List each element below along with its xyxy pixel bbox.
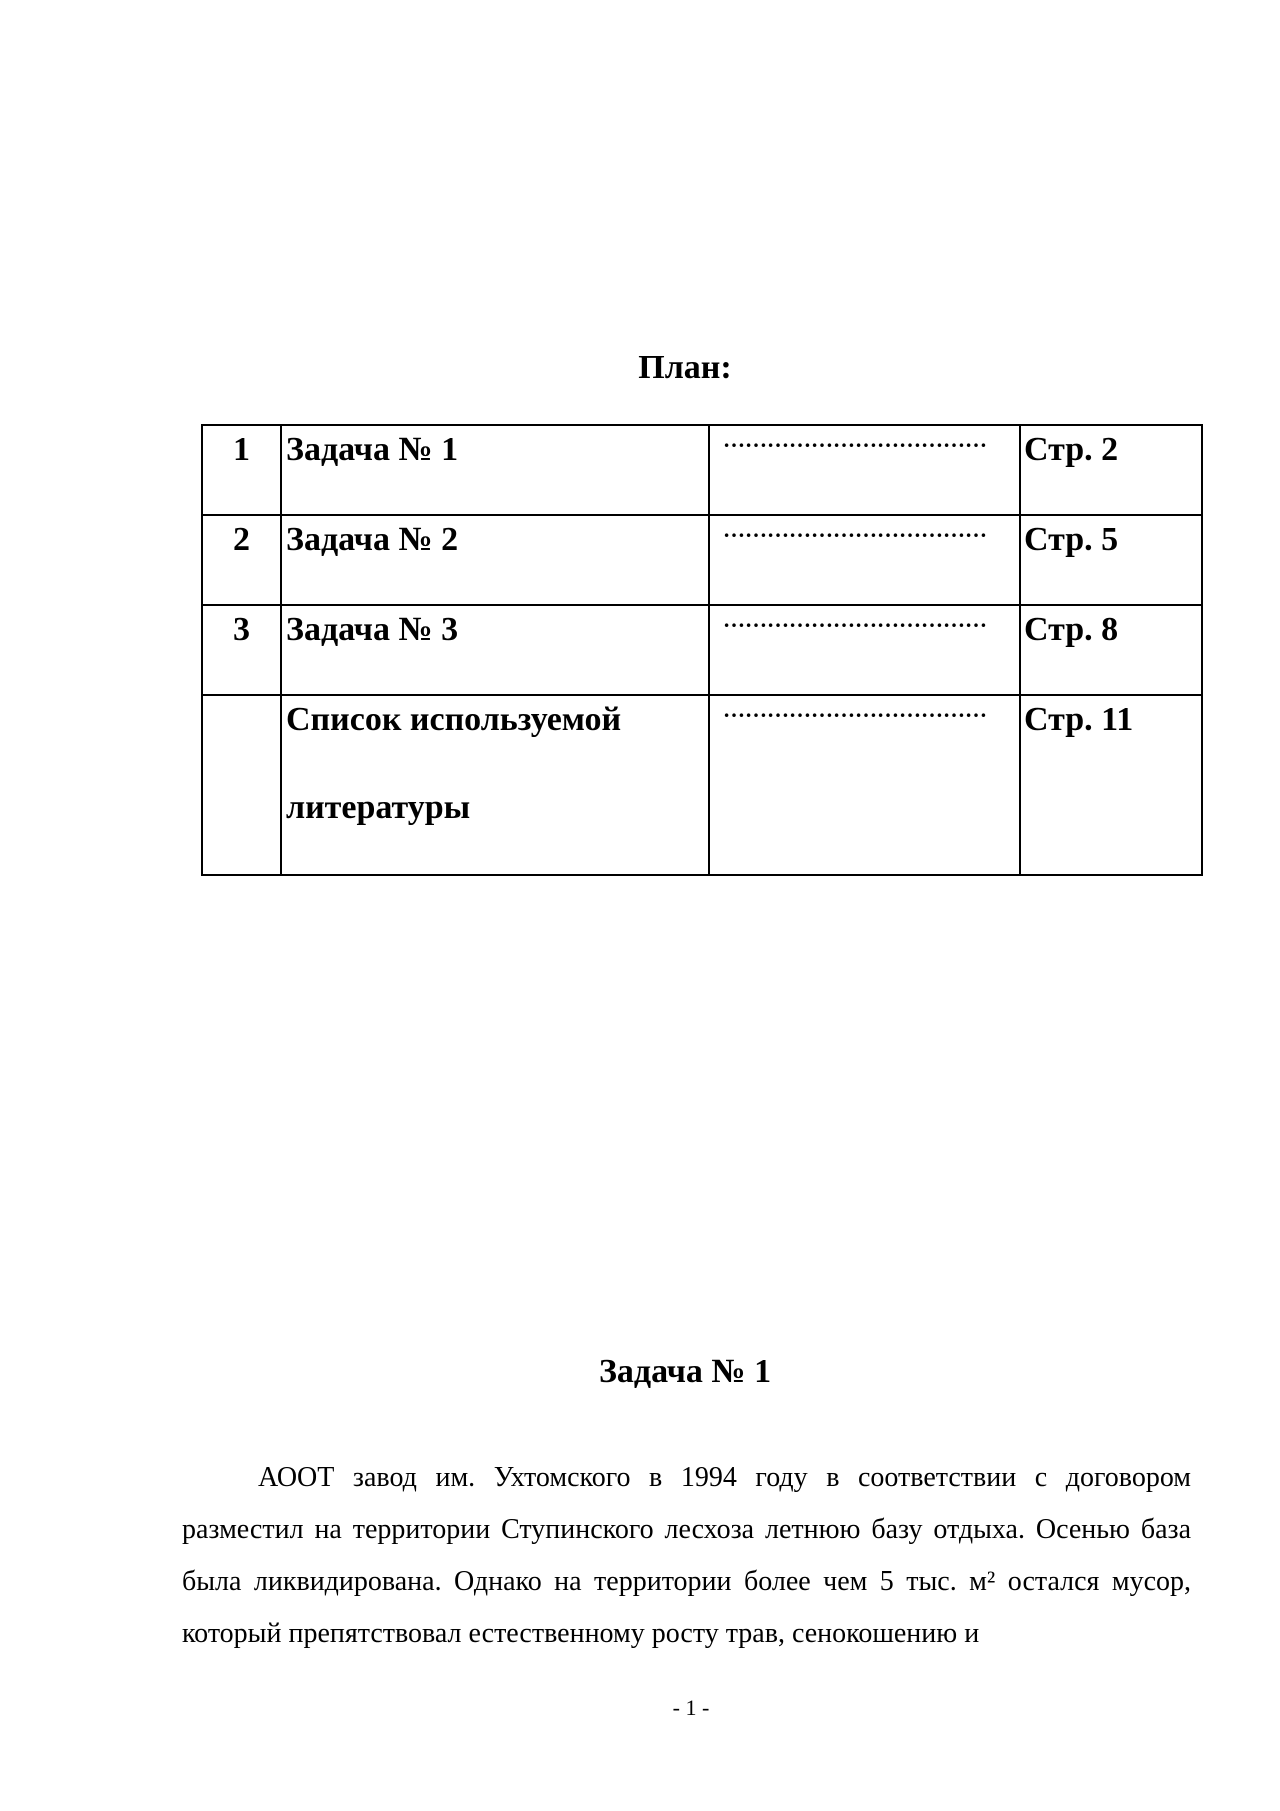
body-paragraph: АООТ завод им. Ухтомского в 1994 году в соответствии с договором разместил на территории Ступинского лесхоза летнюю базу отдыха. Осенью база была ликвидирована. Однако на территории более чем 5 тыс. м² остался мусор, который препятствовал естественному росту трав, сенокошению и — [182, 1462, 1191, 1649]
section-heading: Задача № 1 — [598, 1353, 772, 1390]
row-leader-dots: ……………………………… — [723, 697, 987, 722]
row-title: Задача № 3 — [286, 611, 459, 648]
row-page-ref: Стр. 8 — [1024, 611, 1119, 648]
row-number: 3 — [233, 611, 250, 648]
plan-title: План: — [638, 349, 732, 386]
page-number: - 1 - — [672, 1695, 710, 1720]
row-number — [203, 696, 280, 699]
row-page-ref: Стр. 5 — [1024, 521, 1119, 558]
row-title: Список используемой литературы — [286, 701, 622, 826]
table-row — [202, 695, 1202, 875]
row-title: Задача № 1 — [286, 431, 459, 468]
row-leader-dots: ……………………………… — [723, 607, 987, 632]
plan-table — [201, 424, 1203, 876]
row-number: 2 — [233, 521, 250, 558]
row-number: 1 — [233, 431, 250, 468]
row-title: Задача № 2 — [286, 521, 459, 558]
row-page-ref: Стр. 11 — [1024, 701, 1134, 738]
row-page-ref: Стр. 2 — [1024, 431, 1119, 468]
row-leader-dots: ……………………………… — [723, 427, 987, 452]
table-row — [202, 515, 1202, 605]
table-row — [202, 425, 1202, 515]
row-leader-dots: ……………………………… — [723, 517, 987, 542]
